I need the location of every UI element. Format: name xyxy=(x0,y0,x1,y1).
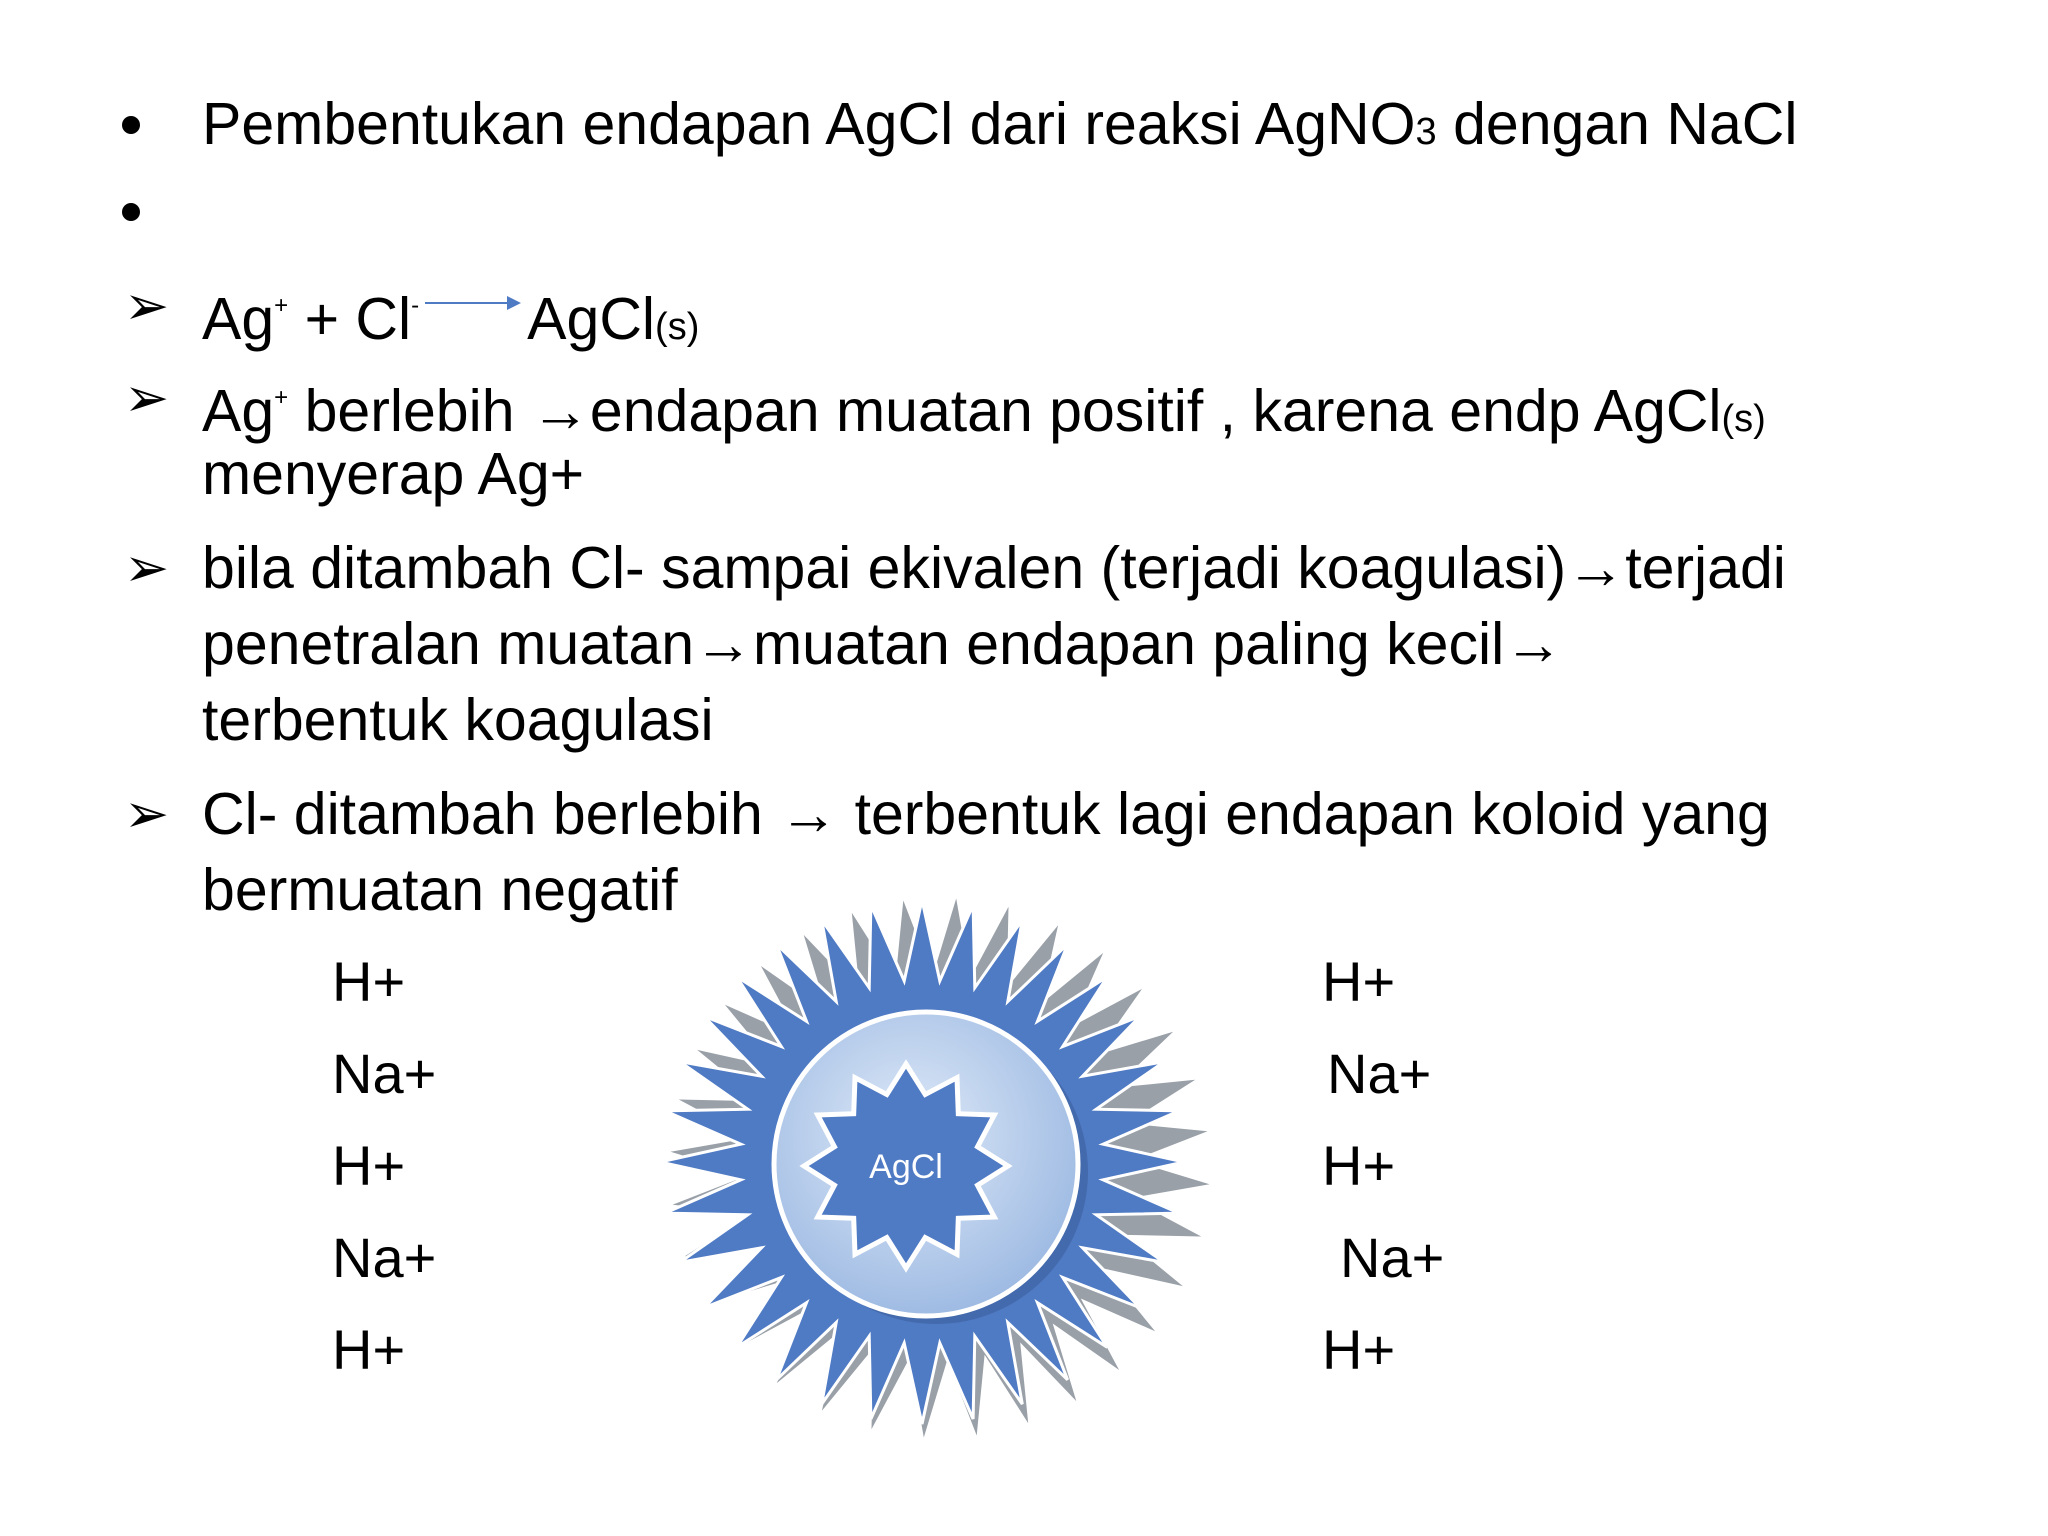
equation-product-state: (s) xyxy=(655,306,700,348)
equation-product: AgCl xyxy=(527,286,656,352)
ion-left: H+ xyxy=(332,1318,406,1381)
arrow-bullet-icon: ➢ xyxy=(124,538,170,598)
arrow-bullet-icon: ➢ xyxy=(124,276,170,336)
point-2-ag-charge: + xyxy=(274,384,289,411)
point-3-line-1: bila ditambah Cl- sampai ekivalen (terjadi koagulasi)→terjadi xyxy=(202,535,1786,601)
ion-left: Na+ xyxy=(332,1042,437,1105)
equation-ag: Ag xyxy=(202,286,275,352)
point-2-state: (s) xyxy=(1721,398,1766,440)
ion-right: H+ xyxy=(1322,1318,1396,1381)
point-2-text: berlebih →endapan muatan positif , karena endp AgCl xyxy=(288,378,1722,444)
ion-left: H+ xyxy=(332,950,406,1013)
equation-cl-charge: - xyxy=(411,292,420,319)
ion-right: Na+ xyxy=(1340,1226,1445,1289)
heading-text: Pembentukan endapan AgCl dari reaksi AgNO xyxy=(202,91,1416,157)
ion-right: H+ xyxy=(1322,950,1396,1013)
ion-right: Na+ xyxy=(1327,1042,1432,1105)
equation-line xyxy=(202,268,699,365)
ion-left: H+ xyxy=(332,1134,406,1197)
heading-subscript: 3 xyxy=(1415,111,1437,153)
point-4-line-1: Cl- ditambah berlebih → terbentuk lagi endapan koloid yang xyxy=(202,781,1770,847)
point-4-line-2: bermuatan negatif xyxy=(202,857,678,923)
heading-text-end: dengan NaCl xyxy=(1436,91,1798,157)
ion-left: Na+ xyxy=(332,1226,437,1289)
heading-line xyxy=(202,86,1798,170)
reaction-arrow-icon xyxy=(425,293,521,313)
equation-ag-charge: + xyxy=(274,292,289,319)
core-label: AgCl xyxy=(869,1148,943,1186)
bullet-dot-empty xyxy=(122,203,140,221)
bullet-dot xyxy=(122,116,140,134)
point-3-line-2: penetralan muatan→muatan endapan paling kecil→ xyxy=(202,611,1564,677)
point-2-ag: Ag xyxy=(202,378,275,444)
ion-right: H+ xyxy=(1322,1134,1396,1197)
arrow-bullet-icon: ➢ xyxy=(124,368,170,428)
colloid-diagram xyxy=(600,880,1260,1440)
point-3-line-3: terbentuk koagulasi xyxy=(202,687,714,753)
point-2-line-2: menyerap Ag+ xyxy=(202,441,585,507)
arrow-bullet-icon: ➢ xyxy=(124,784,170,844)
equation-cl: + Cl xyxy=(288,286,412,352)
